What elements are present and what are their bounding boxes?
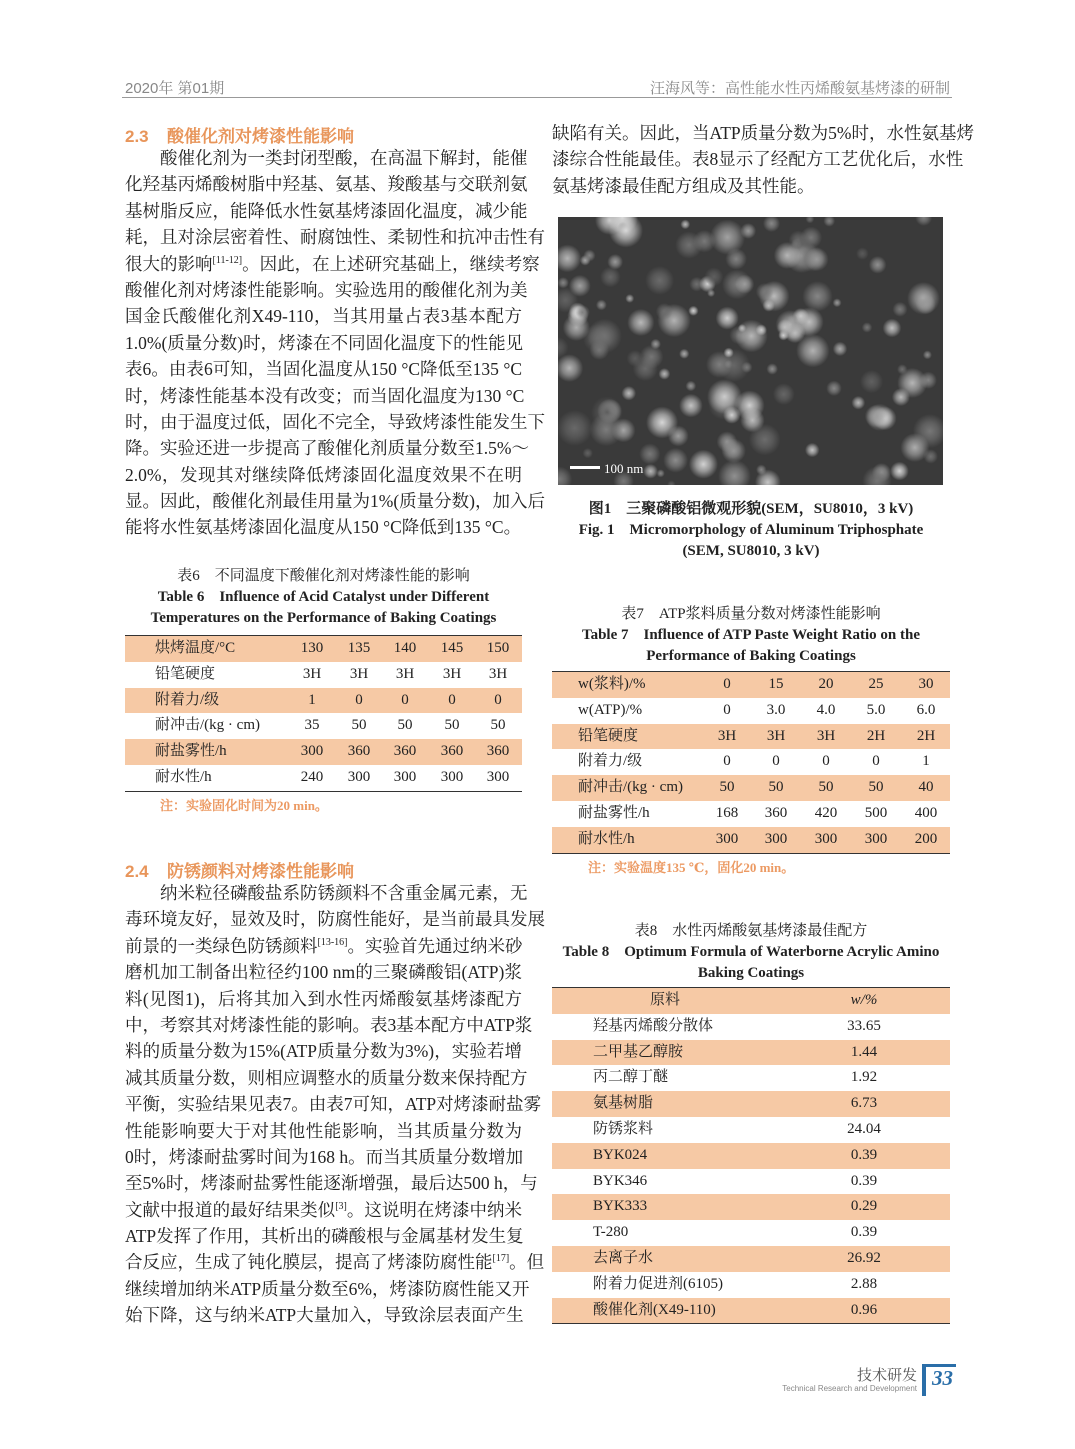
- row-label: 附着力/级: [155, 691, 220, 708]
- table-row: [552, 1272, 950, 1298]
- paragraph-right: [552, 120, 974, 199]
- table-row: [552, 1014, 950, 1040]
- text-run: 表6。由表6可知，当固化温度从150 °C降低至135 °C: [125, 359, 522, 380]
- material-name: 酸催化剂(X49-110): [593, 1301, 716, 1318]
- text-run: 平衡，实验结果见表7。由表7可知，ATP对烤漆耐盐雾: [125, 1094, 542, 1115]
- cell-value: 15: [768, 676, 784, 692]
- text-line: [125, 224, 545, 250]
- text-run: 很大的影响: [125, 253, 213, 274]
- cell-value: 300: [393, 768, 417, 785]
- cell-value: 50: [397, 717, 413, 734]
- material-name: BYK024: [593, 1146, 648, 1163]
- text-run: 始下降，这与纳米ATP大量加入，导致涂层表面产生: [125, 1305, 524, 1326]
- text-line: [125, 1170, 538, 1196]
- cell-value: 168: [715, 804, 739, 821]
- text-line: [125, 959, 522, 985]
- cell-value: 25: [868, 676, 884, 692]
- table7-caption: [552, 604, 950, 667]
- weight-percent: 26.92: [847, 1249, 881, 1266]
- cell-value: 0: [448, 691, 456, 708]
- text-run: 料的质量分数为15%(ATP质量分数为3%)，实验若增: [125, 1041, 522, 1062]
- material-name: BYK333: [593, 1198, 648, 1215]
- text-line: [125, 409, 545, 435]
- cell-value: 300: [715, 830, 739, 847]
- table-row: [552, 749, 950, 775]
- text-line: [125, 933, 522, 959]
- row-label: 耐盐雾性/h: [155, 743, 227, 760]
- material-name: 附着力促进剂(6105): [593, 1275, 723, 1292]
- cell-value: 3H: [395, 665, 415, 682]
- text-run: 料(见图1)，后将其加入到水性丙烯酸氨基烤漆配方: [125, 988, 522, 1009]
- weight-percent: 1.92: [850, 1069, 878, 1086]
- table7: [552, 671, 950, 854]
- text-line: [552, 146, 964, 172]
- cell-value: 0: [494, 691, 502, 708]
- text-line: [125, 1118, 522, 1144]
- cell-value: 400: [914, 804, 938, 821]
- caption-cn: 图1 三聚磷酸铝微观形貌(SEM，SU8010，3 kV): [588, 501, 914, 517]
- text-line: [125, 303, 522, 329]
- text-run: 毒环境友好，显效及时，防腐性能好，是当前最具发展: [125, 909, 545, 930]
- weight-percent: 0.39: [850, 1146, 878, 1163]
- table6-caption: [125, 566, 522, 629]
- caption-en: Table 7 Influence of ATP Paste Weight Ratio on the: [581, 627, 921, 643]
- text-line: [125, 383, 525, 409]
- cell-value: 50: [768, 779, 784, 796]
- material-name: 防锈浆料: [593, 1120, 654, 1137]
- table6-note: 注：实验固化时间为20 min。: [160, 798, 328, 813]
- cell-value: 20: [818, 676, 834, 692]
- cell-value: 2H: [866, 727, 886, 744]
- cell-value: 1: [922, 753, 930, 770]
- text-line: [125, 488, 545, 514]
- row-label: 耐冲击/(kg · cm): [155, 717, 260, 734]
- cell-value: 6.0: [916, 701, 936, 718]
- table-row: [125, 688, 522, 714]
- cell-value: 200: [914, 830, 938, 847]
- text-line: [125, 145, 528, 171]
- cell-value: 360: [764, 804, 788, 821]
- text-run: 。实验首先通过纳米砂: [347, 935, 523, 956]
- caption-en: Fig. 1 Micromorphology of Aluminum Triphosphate: [578, 522, 924, 538]
- cell-value: 3.0: [766, 701, 786, 718]
- text-run: 性能影响要大于对其他性能影响，当其质量分数为: [125, 1120, 522, 1141]
- footer-section-cn: 技术研发: [856, 1367, 917, 1384]
- header-rule: [122, 97, 952, 98]
- cell-value: 50: [719, 779, 735, 796]
- citation: [13-16]: [317, 936, 348, 948]
- footer-section-en: Technical Research and Development: [782, 1384, 917, 1393]
- text-run: 继续增加纳米ATP质量分数至6%，烤漆防腐性能又开: [125, 1278, 530, 1299]
- table-row: [552, 1065, 950, 1091]
- text-line: [125, 198, 528, 224]
- caption-en: Temperatures on the Performance of Baking Coatings: [150, 610, 497, 626]
- table8-caption: [552, 921, 950, 984]
- table8: [552, 987, 950, 1324]
- cell-value: 3H: [766, 727, 786, 744]
- text-run: 时，烤漆性能基本没有改变；而当固化温度为130 °C: [125, 385, 525, 406]
- caption-en: Table 6 Influence of Acid Catalyst under Different: [157, 589, 490, 605]
- cell-value: 500: [864, 804, 888, 821]
- cell-value: 420: [814, 804, 838, 821]
- cell-value: 0: [822, 753, 830, 770]
- text-line: [125, 171, 528, 197]
- caption-cn: 表7 ATP浆料质量分数对烤漆性能影响: [621, 606, 881, 622]
- text-line: [125, 1249, 545, 1275]
- table-row: [125, 713, 522, 739]
- text-run: 酸催化剂为一类封闭型酸，在高温下解封，能催: [160, 148, 528, 168]
- text-run: 降。实验还进一步提高了酸催化剂质量分数至1.5%～: [125, 438, 529, 459]
- weight-percent: 0.39: [850, 1172, 878, 1189]
- journal-issue: 2020年 第01期: [125, 80, 225, 97]
- text-line: [125, 1144, 522, 1170]
- text-line: [125, 1197, 522, 1223]
- citation: [3]: [335, 1200, 347, 1212]
- weight-percent: 0.96: [850, 1301, 878, 1318]
- cell-value: 300: [300, 743, 324, 760]
- cell-value: 130: [300, 640, 324, 656]
- cell-value: 150: [486, 640, 510, 656]
- text-line: [552, 173, 950, 199]
- cell-value: 300: [814, 830, 838, 847]
- material-name: 丙二醇丁醚: [593, 1069, 669, 1086]
- cell-value: 360: [486, 743, 510, 760]
- text-run: 能将水性氨基烤漆固化温度从150 °C降低到135 °C。: [125, 517, 522, 538]
- cell-value: 360: [393, 743, 417, 760]
- cell-value: 0: [723, 676, 731, 692]
- weight-percent: 33.65: [847, 1017, 881, 1034]
- cell-value: 50: [351, 717, 367, 734]
- cell-value: 145: [440, 640, 464, 656]
- text-run: 耗，且对涂层密着性、耐腐蚀性、柔韧性和抗冲击性有: [125, 227, 545, 248]
- section-number: 2.3: [125, 127, 149, 146]
- cell-value: 4.0: [816, 701, 836, 718]
- table-row: [552, 724, 950, 750]
- section-heading-2-4: [125, 857, 354, 882]
- cell-value: 0: [355, 691, 363, 708]
- caption-cn: 表6 不同温度下酸催化剂对烤漆性能的影响: [177, 568, 470, 584]
- material-name: 羟基丙烯酸分散体: [593, 1017, 714, 1034]
- text-run: 文献中报道的最好结果类似: [125, 1199, 336, 1220]
- material-name: T-280: [593, 1224, 629, 1241]
- row-label: 附着力/级: [578, 753, 643, 770]
- table-row: [552, 1169, 950, 1195]
- text-run: 1.0%(质量分数)时，烤漆在不同固化温度下的性能见: [125, 332, 524, 353]
- running-title: 汪海风等：高性能水性丙烯酸氨基烤漆的研制: [649, 80, 950, 97]
- row-label: 耐盐雾性/h: [578, 804, 650, 821]
- text-run: 减其质量分数，则相应调整水的质量分数来保持配方: [125, 1067, 528, 1088]
- text-line: [125, 1065, 528, 1091]
- text-run: 。这说明在烤漆中纳米: [346, 1199, 523, 1220]
- section-title: 酸催化剂对烤漆性能影响: [167, 127, 354, 146]
- text-run: 前景的一类绿色防锈颜料: [125, 935, 318, 956]
- cell-value: 3H: [302, 665, 322, 682]
- weight-percent: 0.39: [850, 1224, 878, 1241]
- table-row: [552, 1091, 950, 1117]
- cell-value: 3H: [442, 665, 462, 682]
- cell-value: 5.0: [866, 701, 886, 718]
- text-line: [125, 906, 545, 932]
- text-run: 时，由于温度过低，固化不完全，导致烤漆性能发生下: [125, 411, 545, 432]
- text-line: [125, 1223, 522, 1249]
- table-row: [552, 1194, 950, 1220]
- section-number: 2.4: [125, 862, 149, 881]
- text-line: [125, 880, 528, 906]
- text-line: [125, 356, 522, 382]
- cell-value: 3H: [349, 665, 369, 682]
- text-run: 显。因此，酸催化剂最佳用量为1%(质量分数)，加入后: [125, 491, 545, 512]
- cell-value: 3H: [717, 727, 737, 744]
- text-run: 合反应，生成了钝化膜层，提高了烤漆防腐性能: [125, 1252, 493, 1273]
- text-run: 中，考察其对烤漆性能的影响。表3基本配方中ATP浆: [125, 1014, 533, 1035]
- table-header-row: [125, 636, 522, 662]
- text-run: 0时，烤漆耐盐雾时间为168 h。而当其质量分数增加: [125, 1146, 524, 1167]
- row-label: w(ATP)/%: [578, 701, 643, 718]
- row-label: 铅笔硬度: [578, 727, 639, 744]
- cell-value: 3H: [816, 727, 836, 744]
- table-row: [552, 1143, 950, 1169]
- caption-cn: 表8 水性丙烯酸氨基烤漆最佳配方: [634, 923, 868, 939]
- cell-value: 40: [918, 779, 934, 796]
- sem-micrograph: [558, 217, 943, 485]
- row-label: 铅笔硬度: [155, 665, 216, 682]
- cell-value: 0: [723, 701, 731, 718]
- row-label: 耐水性/h: [578, 830, 635, 847]
- cell-value: 50: [490, 717, 506, 734]
- text-line: [552, 120, 974, 146]
- weight-percent: 1.44: [850, 1043, 878, 1060]
- table-row: [552, 1298, 950, 1324]
- cell-value: 300: [440, 768, 464, 785]
- table-header-row: [552, 988, 950, 1014]
- text-line: [125, 1091, 542, 1117]
- material-name: BYK346: [593, 1172, 648, 1189]
- text-line: [125, 330, 522, 356]
- cell-value: 0: [772, 753, 780, 770]
- cell-value: 3H: [488, 665, 508, 682]
- section-title: 防锈颜料对烤漆性能影响: [167, 862, 354, 881]
- table6: [125, 635, 522, 792]
- text-line: [125, 1038, 522, 1064]
- weight-percent: 24.04: [847, 1120, 881, 1137]
- table-row: [552, 775, 950, 801]
- cell-value: 240: [300, 768, 324, 785]
- text-run: 纳米粒径磷酸盐系防锈颜料不含重金属元素，无: [160, 883, 528, 903]
- figure1-caption: [552, 499, 950, 562]
- table-row: [552, 698, 950, 724]
- text-run: 至5%时，烤漆耐盐雾性能逐渐增强，最后达500 h，与: [125, 1173, 538, 1194]
- paragraph-2-4: [125, 880, 545, 1329]
- citation: [17]: [492, 1253, 510, 1265]
- text-line: [125, 277, 528, 303]
- cell-value: 35: [304, 717, 320, 734]
- row-label: w(浆料)/%: [578, 676, 646, 692]
- table-row: [125, 739, 522, 765]
- paragraph-2-3: [125, 145, 545, 541]
- table-row: [125, 765, 522, 791]
- column-header: w/%: [850, 992, 878, 1008]
- table-row: [125, 662, 522, 688]
- table-row: [552, 827, 950, 853]
- text-run: 。但: [509, 1252, 545, 1273]
- text-run: ATP发挥了作用，其析出的磷酸根与金属基材发生复: [125, 1226, 524, 1247]
- table-row: [552, 1220, 950, 1246]
- text-run: 氨基烤漆最佳配方组成及其性能。: [552, 175, 815, 196]
- text-run: 。因此，在上述研究基础上，继续考察: [242, 253, 540, 274]
- cell-value: 0: [723, 753, 731, 770]
- cell-value: 50: [818, 779, 834, 796]
- text-line: [125, 435, 529, 461]
- cell-value: 30: [918, 676, 934, 692]
- text-line: [125, 514, 522, 540]
- caption-en: (SEM, SU8010, 3 kV): [682, 543, 820, 559]
- text-run: 基树脂反应，能降低水性氨基烤漆固化温度，减少能: [125, 200, 528, 221]
- cell-value: 2H: [916, 727, 936, 744]
- text-run: 酸催化剂对烤漆性能影响。实验选用的酸催化剂为美: [125, 279, 528, 300]
- table-header-row: [552, 672, 950, 698]
- text-line: [125, 462, 522, 488]
- cell-value: 300: [864, 830, 888, 847]
- cell-value: 1: [308, 691, 316, 708]
- material-name: 二甲基乙醇胺: [593, 1043, 684, 1060]
- cell-value: 0: [872, 753, 880, 770]
- text-line: [125, 1276, 530, 1302]
- cell-value: 140: [393, 640, 417, 656]
- text-run: 磨机加工制备出粒径约100 nm的三聚磷酸铝(ATP)浆: [125, 962, 522, 983]
- caption-en: Table 8 Optimum Formula of Waterborne Acrylic Amino: [562, 944, 940, 960]
- table7-note: 注：实验温度135 ℃，固化20 min。: [588, 860, 795, 875]
- material-name: 去离子水: [593, 1249, 654, 1266]
- text-run: 2.0%，发现其对继续降低烤漆固化温度效果不在明: [125, 464, 522, 485]
- material-name: 氨基树脂: [593, 1095, 654, 1112]
- page-number: 33: [932, 1366, 953, 1390]
- cell-value: 300: [764, 830, 788, 847]
- cell-value: 300: [347, 768, 371, 785]
- citation: [11-12]: [212, 254, 243, 266]
- scale-bar: [570, 466, 600, 469]
- weight-percent: 6.73: [850, 1095, 878, 1112]
- text-line: [125, 986, 522, 1012]
- caption-en: Performance of Baking Coatings: [646, 648, 856, 664]
- table-row: [552, 1040, 950, 1066]
- text-run: 缺陷有关。因此，当ATP质量分数为5%时，水性氨基烤: [552, 123, 974, 143]
- cell-value: 135: [347, 640, 371, 656]
- scale-label: 100 nm: [604, 461, 644, 476]
- table-row: [552, 1117, 950, 1143]
- column-header: 原料: [649, 992, 681, 1008]
- text-line: [125, 1012, 533, 1038]
- table-row: [552, 1246, 950, 1272]
- section-heading-2-3: [125, 122, 354, 147]
- caption-en: Baking Coatings: [697, 965, 805, 981]
- text-line: [125, 251, 540, 277]
- cell-value: 300: [486, 768, 510, 785]
- cell-value: 50: [868, 779, 884, 796]
- row-label: 耐冲击/(kg · cm): [578, 779, 683, 796]
- row-label: 烘烤温度/°C: [155, 640, 236, 656]
- text-run: 漆综合性能最佳。表8显示了经配方工艺优化后，水性: [552, 149, 964, 170]
- weight-percent: 2.88: [850, 1275, 878, 1292]
- table-row: [552, 801, 950, 827]
- cell-value: 360: [347, 743, 371, 760]
- text-run: 化羟基丙烯酸树脂中羟基、氨基、羧酸基与交联剂氨: [125, 174, 528, 195]
- cell-value: 50: [444, 717, 460, 734]
- row-label: 耐水性/h: [155, 768, 212, 785]
- cell-value: 360: [440, 743, 464, 760]
- text-line: [125, 1302, 522, 1328]
- cell-value: 0: [401, 691, 409, 708]
- text-run: 国金氏酸催化剂X49-110，当其用量占表3基本配方: [125, 306, 522, 327]
- weight-percent: 0.29: [850, 1198, 878, 1215]
